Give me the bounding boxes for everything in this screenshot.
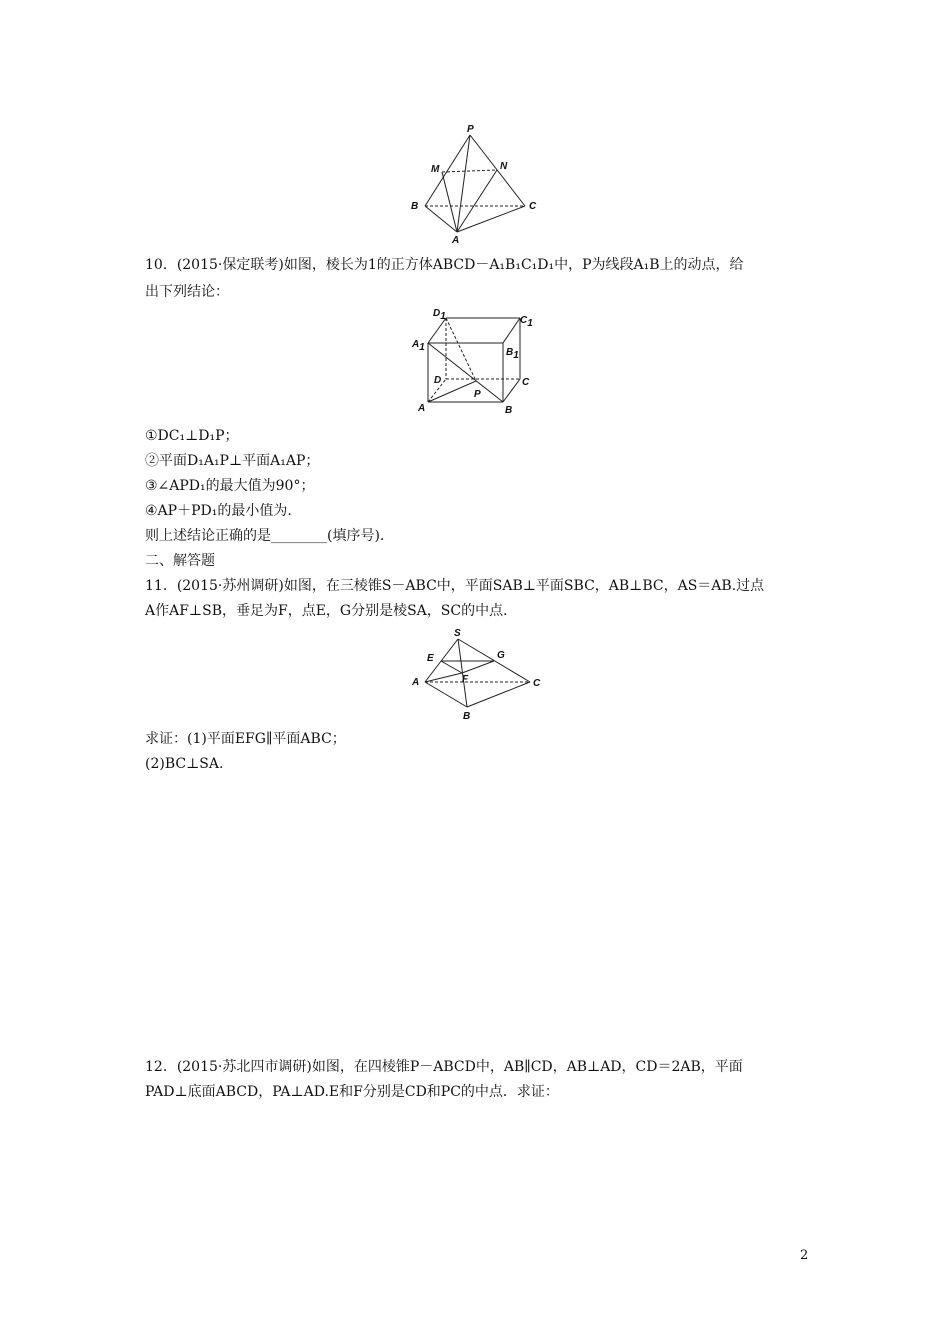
q10-line2: 出下列结论： [145,284,229,300]
q12-line1: 12．(2015·苏北四市调研)如图，在四棱锥P－ABCD中，AB∥CD，AB⊥AD，CD＝2AB，平面 [145,1059,743,1075]
figure-cube [410,305,540,420]
label-c: C [533,678,541,689]
q10-conclusion-1: ①DC₁⊥D₁P； [145,428,239,444]
label-b: B [411,201,419,212]
figure-pyramid-pmn [405,120,545,245]
section-heading: 二、解答题 [145,553,215,569]
q10-conclusion-3: ③∠APD₁的最大值为90°； [145,478,315,494]
figure-pyramid-sabc [410,625,550,725]
label-s: S [454,628,461,639]
page-number: 2 [800,1248,809,1263]
label-n: N [500,161,508,172]
label-d: D [434,375,442,386]
label-g: G [497,650,505,661]
label-b1: B1 [506,347,519,361]
q11-part2: (2)BC⊥SA. [145,756,224,772]
label-e: E [427,653,434,664]
q10-conclusion-4: ④AP＋PD₁的最小值为. [145,503,292,519]
label-m: M [431,164,440,175]
q10-conclusion-2: ②平面D₁A₁P⊥平面A₁AP； [145,453,320,469]
label-c: C [522,377,530,388]
label-c: C [529,201,537,212]
q10-ask: 则上述结论正确的是________(填序号)． [145,528,394,544]
label-a: A [412,677,420,688]
label-a: A [418,403,426,414]
label-c1: C1 [520,315,533,329]
label-p: P [474,389,481,400]
label-b: B [505,405,513,416]
q11-line1: 11．(2015·苏州调研)如图，在三棱锥S－ABC中，平面SAB⊥平面SBC，AB⊥BC，AS＝AB.过点 [145,578,765,594]
label-a1: A1 [412,339,425,353]
label-a: A [452,235,460,245]
label-f: F [462,674,469,685]
label-b: B [463,711,471,722]
q10-line1: 10．(2015·保定联考)如图，棱长为1的正方体ABCD－A₁B₁C₁D₁中，P为线段A₁B上的动点，给 [145,257,744,273]
q11-prove: 求证：(1)平面EFG∥平面ABC； [145,731,346,747]
q12-line2: PAD⊥底面ABCD，PA⊥AD.E和F分别是CD和PC的中点．求证： [145,1084,559,1100]
label-d1: D1 [433,308,446,322]
q11-line2: A作AF⊥SB，垂足为F，点E，G分别是棱SA，SC的中点． [145,603,518,619]
label-p: P [467,124,474,135]
